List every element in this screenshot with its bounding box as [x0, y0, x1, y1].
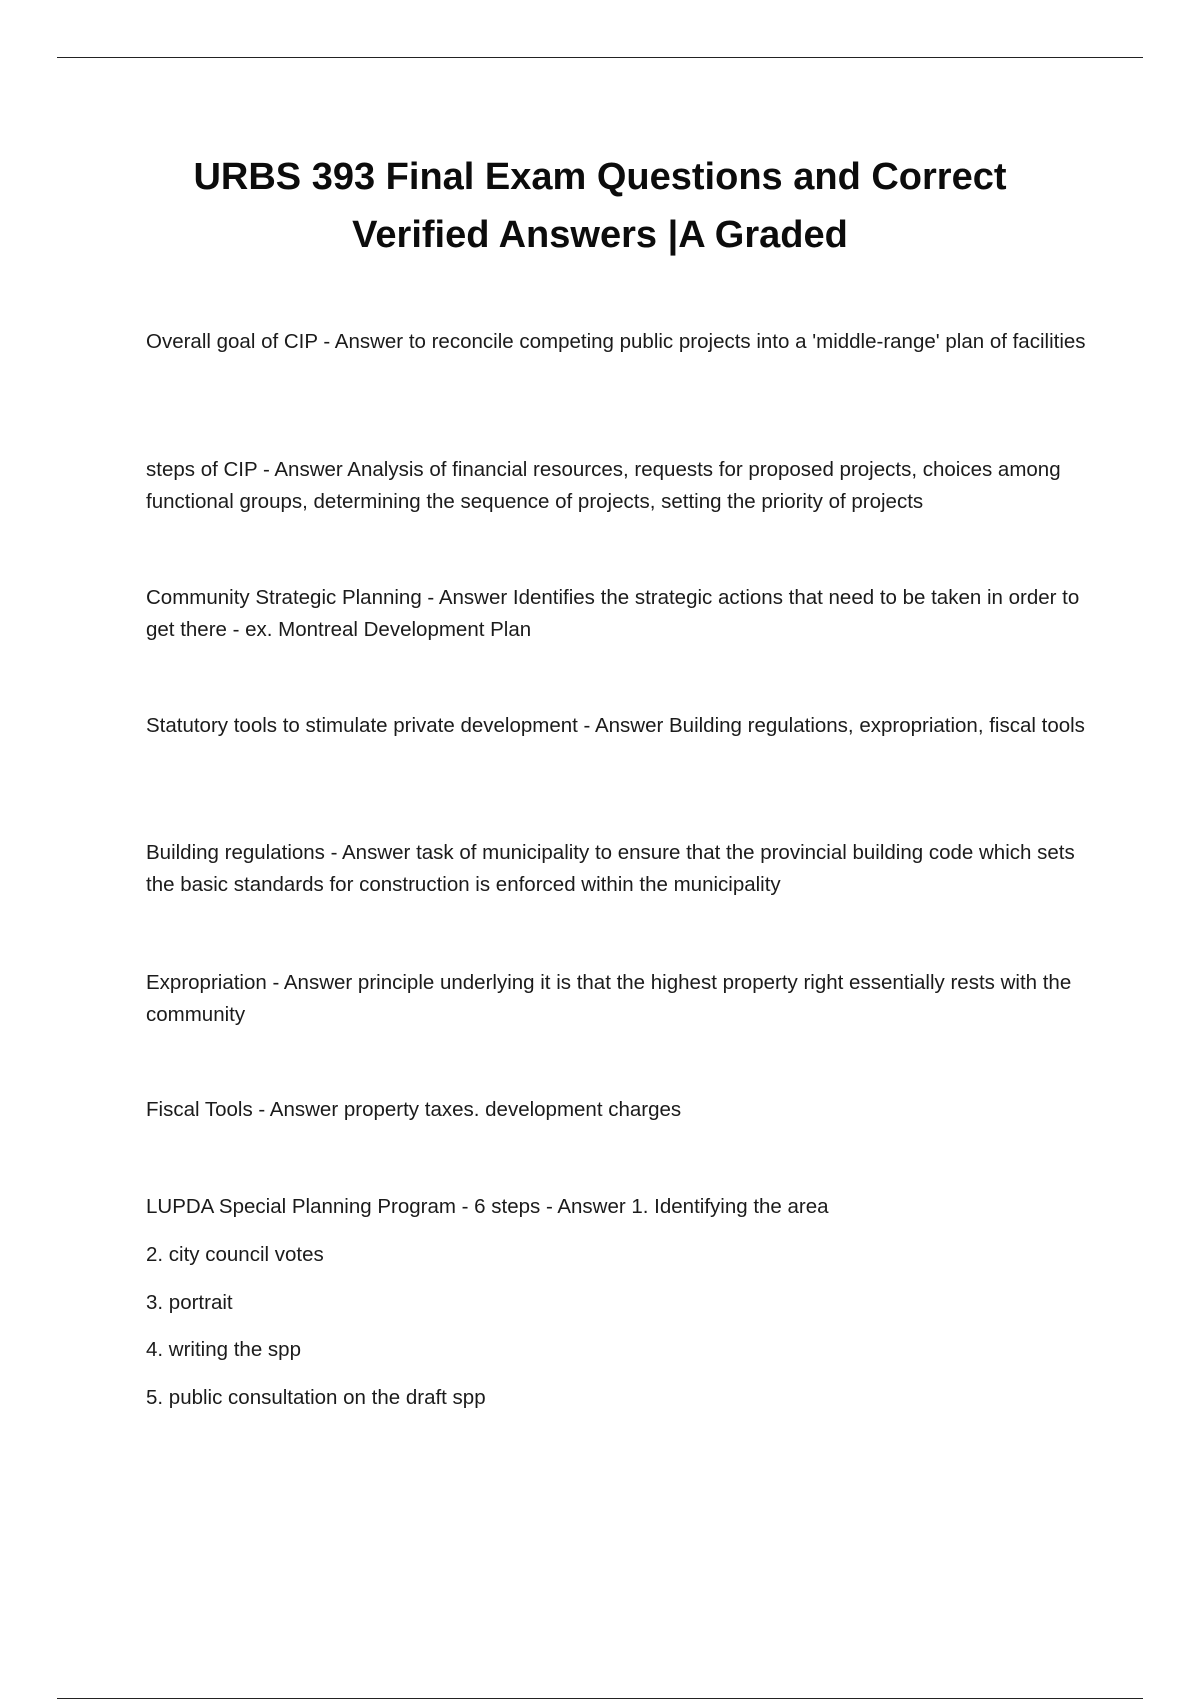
qa-entry-lupda-program: LUPDA Special Planning Program - 6 steps - Answer 1. Identifying the area — [146, 1195, 829, 1218]
title-line-2: Verified Answers |A Graded — [352, 214, 848, 256]
qa-entry-expropriation: Expropriation - Answer principle underlying it is that the highest property right essentially rests with the community — [146, 971, 1072, 1026]
list-item: 4. writing the spp — [146, 1338, 301, 1361]
title-line-1: URBS 393 Final Exam Questions and Correct — [193, 156, 1007, 198]
qa-entry-strategic-planning: Community Strategic Planning - Answer Identifies the strategic actions that need to be taken in order to get there - ex. Montreal Development Plan — [146, 586, 1080, 641]
list-item: 2. city council votes — [146, 1243, 324, 1266]
list-item: 3. portrait — [146, 1291, 233, 1314]
qa-entry-fiscal-tools: Fiscal Tools - Answer property taxes. development charges — [146, 1098, 682, 1121]
top-rule — [57, 57, 1143, 58]
qa-entry-building-regulations: Building regulations - Answer task of municipality to ensure that the provincial building code which sets the basic standards for construction is enforced within the municipality — [146, 841, 1075, 896]
list-item: 5. public consultation on the draft spp — [146, 1386, 486, 1409]
qa-entry-cip-steps: steps of CIP - Answer Analysis of financial resources, requests for proposed projects, choices among functional groups, determining the sequence of projects, setting the priority of projects — [146, 458, 1061, 513]
qa-entry-statutory-tools: Statutory tools to stimulate private development - Answer Building regulations, expropriation, fiscal tools — [146, 714, 1085, 737]
qa-entry-cip-goal: Overall goal of CIP - Answer to reconcile competing public projects into a 'middle-range' plan of facilities — [146, 330, 1086, 353]
bottom-rule — [57, 1698, 1143, 1699]
document-title — [100, 148, 1100, 264]
